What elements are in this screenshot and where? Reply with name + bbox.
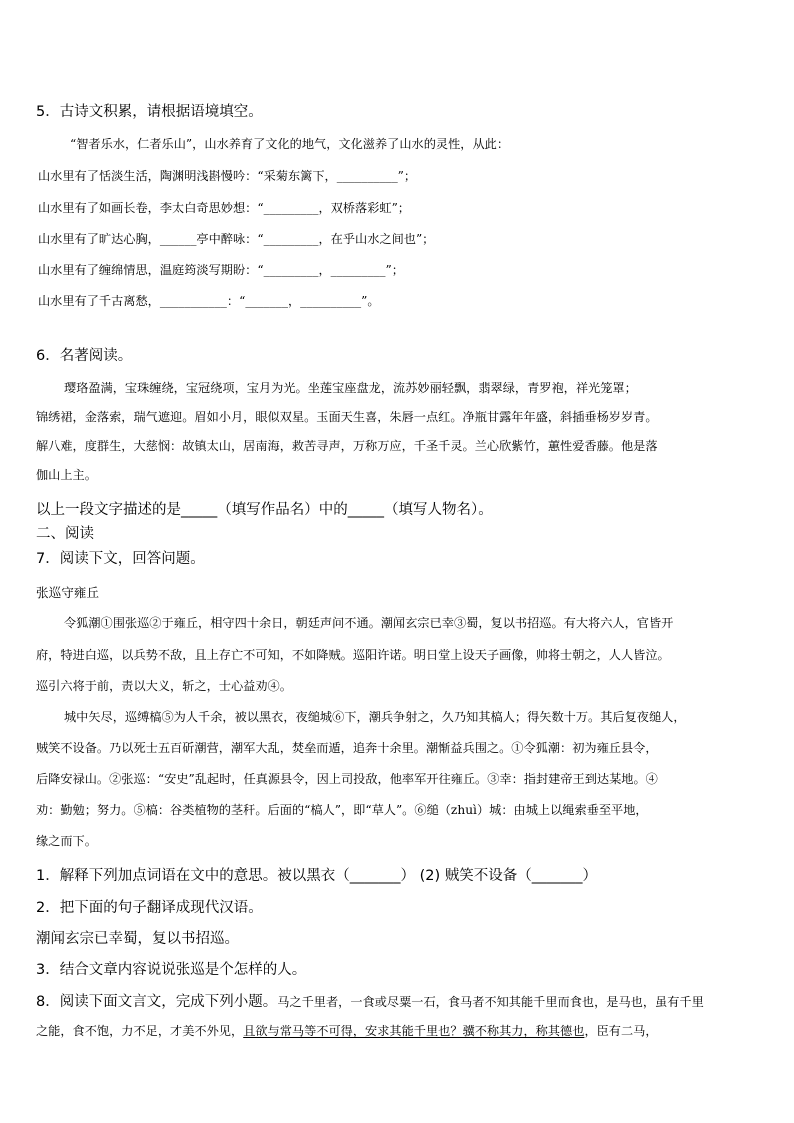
q8-passage-plain: 之能，食不饱，力不足，才美不外见，: [36, 1024, 244, 1038]
q8-lead: 8．阅读下面文言文，完成下列小题。: [36, 994, 278, 1010]
q7-passage-title: 张巡守雍丘: [36, 585, 99, 600]
q6-question: 以上一段文字描述的是_____（填写作品名）中的_____（填写人物名）。: [36, 502, 493, 518]
q6-passage-line-1: 璎珞盈满，宝珠缠绕，宝冠绕项，宝月为光。坐莲宝座盘龙，流苏妙丽轻飘，翡翠绿，青罗袍，祥光笼罩；: [64, 381, 637, 395]
q8-line-1: [36, 990, 704, 1011]
q5-title: 5．古诗文积累，请根据语境填空。: [36, 104, 263, 120]
q7-p2-line-1: 城中矢尽，巡缚槁⑤为人千余，被以黑衣，夜缒城⑥下，潮兵争射之，久乃知其槁人；得矢数十万。其后复夜缒人，: [64, 710, 686, 724]
q5-line-4: 山水里有了缠绵情思，温庭筠淡写期盼：“_________，_________”；: [38, 263, 404, 277]
q5-line-2: 山水里有了如画长卷，李太白奇思妙想：“_________，双桥落彩虹”；: [38, 201, 410, 215]
q7-p2-line-4: 劝：勤勉；努力。⑤槁：谷类植物的茎秆。后面的“槁人”，即“草人”。⑥缒（zhuì）城：由城上以绳索垂至平地，: [36, 803, 648, 817]
q8-passage-tail: ，臣有二马，: [584, 1024, 658, 1038]
q5-line-1: 山水里有了恬淡生活，陶渊明浅斟慢吟：“采菊东篱下，__________”；: [38, 169, 417, 183]
section-heading: 二、阅读: [36, 526, 94, 542]
q7-p2-line-3: 后降安禄山。②张巡：“安史”乱起时，任真源县令，因上司投敌，他率军开往雍丘。③幸：指封建帝王到达某地。④: [36, 772, 658, 786]
q7-sub-3: 3．结合文章内容说说张巡是个怎样的人。: [36, 962, 307, 978]
q8-line-2: [36, 1022, 658, 1039]
q8-underlined-sentence: 且欲与常马等不可得，安求其能千里也？骥不称其力，称其德也: [243, 1024, 585, 1038]
q7-sub-1: 1．解释下列加点词语在文中的意思。被以黑衣（_______） (2) 贼笑不设备（_______）: [36, 868, 597, 884]
q7-p1-line-3: 巡引六将于前，责以大义，斩之，士心益劝④。: [36, 679, 292, 693]
q5-intro: “智者乐水，仁者乐山”，山水养育了文化的地气，文化滋养了山水的灵性，从此：: [70, 137, 510, 151]
q7-p1-line-2: 府，特进白巡，以兵势不敌，且上存亡不可知，不如降贼。巡阳许诺。明日堂上设天子画像，帅将士朝之，人人皆泣。: [36, 648, 670, 662]
q5-line-3: 山水里有了旷达心胸，______亭中醉咏：“_________，在乎山水之间也”；: [38, 232, 435, 246]
q5-line-5: 山水里有了千古离愁，___________：“_______，__________”。: [38, 294, 380, 308]
q7-p1-line-1: 令狐潮①围张巡②于雍丘，相守四十余日，朝廷声问不通。潮闻玄宗已幸③蜀，复以书招巡。有大将六人，官皆开: [64, 616, 674, 630]
q6-title: 6．名著阅读。: [36, 348, 133, 364]
q7-title: 7．阅读下文，回答问题。: [36, 551, 205, 567]
q6-passage-line-3: 解八难，度群生，大慈悯：故镇太山，居南海，救苦寻声，万称万应，千圣千灵。兰心欣紫竹，蕙性爱香藤。他是落: [36, 439, 658, 453]
q7-sub-2: 2．把下面的句子翻译成现代汉语。: [36, 900, 263, 916]
q7-p2-line-5: 缘之而下。: [36, 834, 97, 848]
q6-passage-line-2: 锦绣裙，金落索，瑞气遮迎。眉如小月，眼似双星。玉面天生喜，朱唇一点红。净瓶甘露年年盛，斜插垂杨岁岁青。: [36, 410, 658, 424]
q7-sub-2-sentence: 潮闻玄宗已幸蜀，复以书招巡。: [36, 931, 239, 947]
q8-passage-start: 马之千里者，一食或尽粟一石，食马者不知其能千里而食也，是马也，虽有千里: [277, 995, 704, 1009]
q7-p2-line-2: 贼笑不设备。乃以死士五百斫潮营，潮军大乱，焚垒而遁，追奔十余里。潮惭益兵围之。①令狐潮：初为雍丘县令，: [36, 741, 658, 755]
q6-passage-line-4: 伽山上主。: [36, 468, 97, 482]
